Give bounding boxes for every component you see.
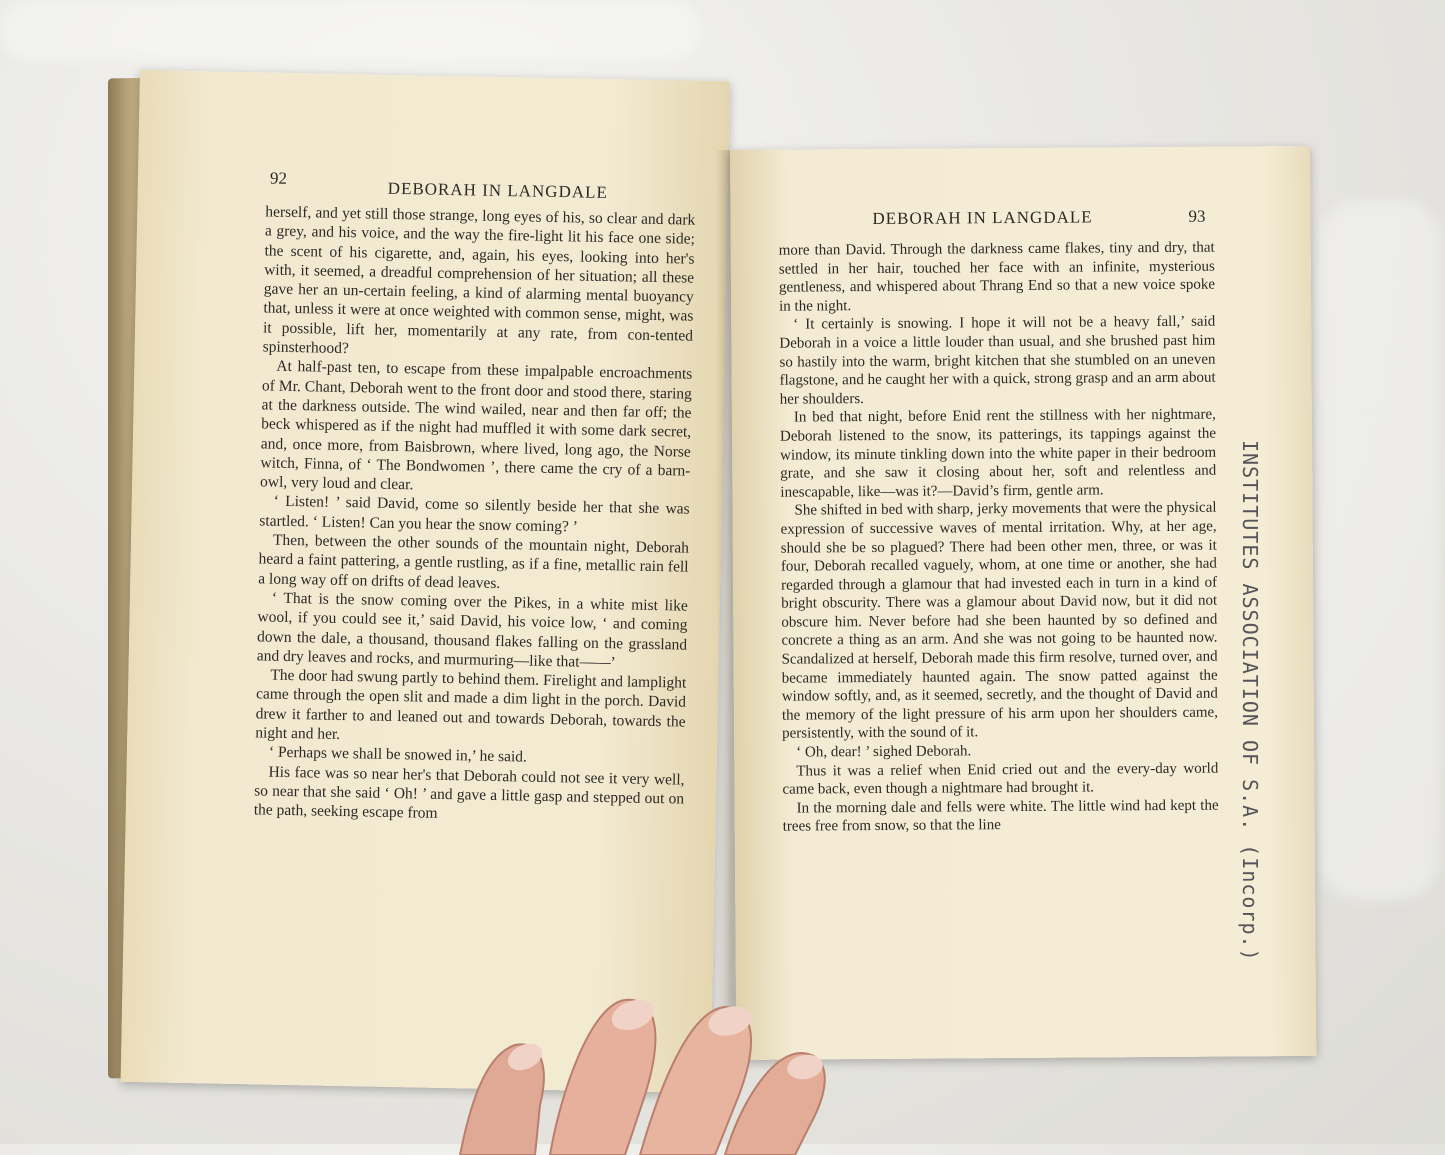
paragraph: In bed that night, before Enid rent the stillness with her nightmare, Deborah listened to the snow, its patterings, its tappings against the window, its minute tinkling down into the white paper in their bedroom grate, and she saw it closing about her, soft and relentless and inescapable, like—was it?—David’s firm, gentle arm. (779, 406, 1217, 501)
running-header-left: DEBORAH IN LANGDALE (387, 178, 609, 203)
right-page (730, 146, 1316, 1060)
sheet-fold (0, 0, 700, 60)
paragraph: At half-past ten, to escape from these impalpable encroachments of Mr. Chant, Deborah went to the front door and stood there, staring at the darkness outside. The wind wailed, near and then far off; the beck whispered as if the night had muffled it with some dark secret, and, once more, from Baisbrown, where lived, long ago, the Norse witch, Finna, of ‘ The Bondwomen ’, there came the cry of a barn-owl, very loud and clear. (259, 358, 693, 494)
hand-holding-book (440, 985, 860, 1155)
paragraph: Thus it was a relief when Enid cried out and the every-day world came back, even though a nightmare had brought it. (782, 760, 1219, 798)
paragraph: His face was so near her's that Deborah could not see it very well, so near that she said ‘ Oh! ’ and gave a little gasp and stepped out on the path, seeking escape from (253, 763, 685, 823)
paragraph: herself, and yet still those strange, long eyes of his, so clear and dark a grey, and his voice, and the way the fire-light lit his face one side; the scent of his cigarette, and, again, his eyes, looking into her's with, it seemed, a dreadful comprehension of her situation; all these gave her an un-certain feeling, a kind of alarming mental buoyancy that, unless it were at once weighted with common sense, might, was it possible, lift her, momentarily at any rate, from con-tented spinsterhood? (262, 203, 696, 358)
right-page-text (779, 239, 1219, 837)
page-number-left: 92 (269, 168, 288, 188)
paragraph: She shifted in bed with sharp, jerky movements that were the physical expression of successive waves of mental irritation. Why, at her age, should she be so plagued? There had been other men, three, or was it four, Deborah recalled vaguely, whom, at one time or another, she had regarded through a glamour that had invested each in turn in a kind of bright obscurity. There was a glamour about David now, but it did not obscure him. Never before had she been haunted by so defined and concrete a thing as an arm. And she was not going to be haunted now. Scandalized at herself, Deborah made this firm resolve, turned over, and became immediately haunted again. The snow patted against the window softly, and, as it seemed, secretly, and the thought of David and the memory of the light pressure of his arm upon her shoulders came, persistently, with the sound of it. (780, 499, 1218, 743)
paragraph: ‘ Oh, dear! ’ sighed Deborah. (796, 743, 972, 761)
paragraph: more than David. Through the darkness came flakes, tiny and dry, that settled in her hair, touched her face with an infinite, mysterious gentleness, and whispered about Thrang End so that a new voice spoke in the night. (778, 239, 1216, 315)
paragraph: Then, between the other sounds of the mountain night, Deborah heard a faint pattering, a gentle rustling, as if a fine, metallic rain fell a long way off on drifts of dead leaves. (258, 531, 690, 592)
paragraph: The door had swung partly to behind them. Firelight and lamplight came through the open slit and made a dim light in the porch. David drew it farther to and leaned out and towards Deborah, towards the night and her. (255, 666, 687, 743)
running-header-right: DEBORAH IN LANGDALE (872, 207, 1093, 229)
paragraph: ‘ Listen! ’ said David, come so silently beside her that she was startled. ‘ Listen! Can you hear the snow coming? ’ (259, 493, 690, 536)
page-number-right: 93 (1188, 206, 1206, 226)
library-stamp: INSTITUTES ASSOCIATION OF S.A. (Incorp.) (1238, 440, 1262, 962)
paragraph: ‘ It certainly is snowing. I hope it will not be a heavy fall,’ said Deborah in a voice a little louder than usual, and she brushed past him so hastily into the warm, bright kitchen that she stumbled on an uneven flagstone, and he caught her with a quick, strong grasp and an arm about her shoulders. (779, 313, 1216, 408)
left-page (121, 70, 730, 1093)
sheet-fold (1320, 200, 1440, 900)
paragraph: ‘ That is the snow coming over the Pikes, in a white mist like wool, if you could see it,’ said David, his voice low, ‘ and coming down the dale, a thousand, thousand flakes falling on the grassland and dry leaves and rocks, and murmuring—like that——’ (256, 589, 688, 672)
paragraph: ‘ Perhaps we shall be snowed in,’ he said. (268, 743, 528, 766)
paragraph: In the morning dale and fells were white. The little wind had kept the trees free from snow, so that the line (782, 797, 1219, 836)
left-page-text (254, 202, 696, 828)
